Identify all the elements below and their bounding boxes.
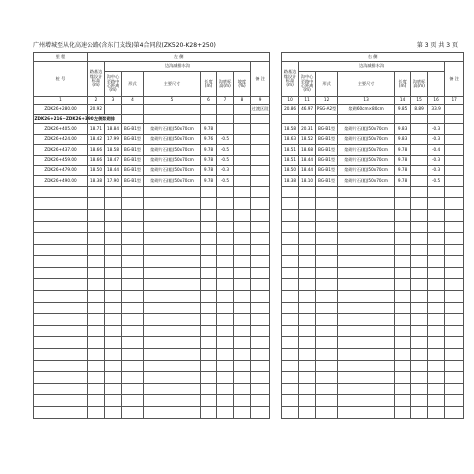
slope-cell <box>234 134 251 144</box>
slope-header: 坡度(%) <box>234 72 251 97</box>
offset-cell: 18.58 <box>105 145 122 155</box>
remark-cell <box>445 165 464 175</box>
type-cell: PSG-A2型 <box>316 105 338 115</box>
size-cell: 浆砌片石(粗)50x70cm <box>338 145 395 155</box>
col-number: 13 <box>338 97 395 105</box>
offset-cell: 18.47 <box>105 155 122 165</box>
empty-row <box>34 314 464 326</box>
remark-cell <box>251 155 270 165</box>
table-row <box>34 145 464 155</box>
station-header: 桩 号 <box>34 62 88 97</box>
design-elev-header: 路基边缘设计标高(m) <box>88 62 105 97</box>
design-elev-cell: 18.63 <box>282 134 299 144</box>
offset-cell: 18.10 <box>299 176 316 186</box>
offset-cell: 20.31 <box>299 124 316 134</box>
type-header: 形式 <box>122 72 144 97</box>
offset-cell: 46.97 <box>299 105 316 115</box>
remark-cell: 过渡区段 <box>251 105 270 115</box>
empty-row <box>34 325 464 337</box>
table-row <box>34 155 464 165</box>
station-cell: ZDK26+479.00 <box>34 165 88 175</box>
station-cell: ZDK26+405.00 <box>34 124 88 134</box>
empty-row <box>34 221 464 233</box>
slope-cell: -0.3 <box>428 165 445 175</box>
size-cell: 浆砌片石(粗)50x70cm <box>338 124 395 134</box>
size-cell: 浆砌片石(粗)50x70cm <box>144 145 201 155</box>
table-row <box>34 176 464 186</box>
corner-label: 里 程 <box>34 53 88 62</box>
remark-header-right: 备 注 <box>445 62 464 97</box>
col-number: 11 <box>299 97 316 105</box>
length-cell: 9.83 <box>395 134 411 144</box>
bottom-elev-cell: 8.89 <box>411 105 428 115</box>
slope-cell <box>234 165 251 175</box>
col-number: 6 <box>201 97 217 105</box>
bottom-elev-cell <box>217 124 234 134</box>
size-cell: 浆砌片石(粗)50x70cm <box>338 165 395 175</box>
size-cell: 浆砌片石(粗)50x70cm <box>338 155 395 165</box>
remark-cell <box>251 176 270 186</box>
length-cell: 9.83 <box>395 124 411 134</box>
empty-row <box>34 349 464 361</box>
length-cell: 9.78 <box>395 165 411 175</box>
remark-cell <box>445 176 464 186</box>
size-header-right: 主要尺寸 <box>338 72 395 97</box>
ditch-group-header-right: 边沟减排水沟 <box>299 62 445 72</box>
length-cell: 9.78 <box>201 165 217 175</box>
design-elev-cell: 18.38 <box>282 176 299 186</box>
bottom-elev-cell: -0.5 <box>217 134 234 144</box>
type-cell: BG-B1型 <box>316 176 338 186</box>
remark-header-left: 备 注 <box>251 62 270 97</box>
offset-cell: 18.44 <box>299 165 316 175</box>
col-number: 1 <box>34 97 88 105</box>
size-cell: 浆砌片石(粗)50x70cm <box>144 155 201 165</box>
empty-row <box>34 372 464 384</box>
col-number: 17 <box>445 97 464 105</box>
slope-cell: -0.4 <box>428 145 445 155</box>
design-elev-cell: 18.51 <box>282 145 299 155</box>
empty-row <box>34 407 464 419</box>
station-cell: ZDK26+490.00 <box>34 176 88 186</box>
slope-cell <box>234 176 251 186</box>
empty-row <box>34 395 464 407</box>
sheet-title: 广州增城至从化高速公路(含东门支线)第4合同段(ZK520-K28+250) <box>33 42 216 49</box>
design-elev-cell: 18.58 <box>282 124 299 134</box>
size-cell: 浆砌60cm×80cm <box>338 105 395 115</box>
col-number: 9 <box>251 97 270 105</box>
col-number: 12 <box>316 97 338 105</box>
table-row <box>34 105 464 115</box>
design-elev-cell: 20.92 <box>88 105 105 115</box>
remark-cell <box>445 124 464 134</box>
slope-cell: -0.3 <box>428 155 445 165</box>
size-cell: 浆砌片石(粗)50x70cm <box>144 124 201 134</box>
offset-header-right: 沟中心至路中心距离(m) <box>299 72 316 97</box>
col-number: 7 <box>217 97 234 105</box>
empty-row <box>34 198 464 210</box>
length-cell: 9.78 <box>395 155 411 165</box>
length-header: 长度(m) <box>201 72 217 97</box>
offset-cell: 18.84 <box>105 124 122 134</box>
offset-cell: 17.90 <box>105 176 122 186</box>
segment-row <box>34 115 464 124</box>
size-header: 主要尺寸 <box>144 72 201 97</box>
segment-range: ZDK26+216~ZDK26+390 <box>34 115 88 124</box>
col-number: 2 <box>88 97 105 105</box>
station-cell: ZDK26+280.00 <box>34 105 88 115</box>
design-elev-header-right: 路基边缘设计标高(m) <box>282 62 299 97</box>
offset-cell: 18.52 <box>299 134 316 144</box>
ditch-group-header-left: 边沟减排水沟 <box>105 62 251 72</box>
size-cell: 浆砌片石(粗)50x70cm <box>144 134 201 144</box>
drainage-table <box>33 52 464 419</box>
col-number: 8 <box>234 97 251 105</box>
design-elev-cell: 20.86 <box>282 105 299 115</box>
length-cell: 9.85 <box>395 105 411 115</box>
bottom-elev-cell: -0.5 <box>217 155 234 165</box>
bottom-elev-cell: -0.5 <box>217 145 234 155</box>
empty-row <box>34 256 464 268</box>
col-number: 10 <box>282 97 299 105</box>
length-cell: 9.78 <box>201 155 217 165</box>
type-cell: BG-B1型 <box>122 155 144 165</box>
table-row <box>34 165 464 175</box>
col-number: 16 <box>428 97 445 105</box>
empty-row <box>34 233 464 245</box>
segment-note: 左侧浆砌排 <box>88 115 122 124</box>
right-side-header: 右 侧 <box>282 53 464 62</box>
col-number: 4 <box>122 97 144 105</box>
table-row <box>34 134 464 144</box>
empty-row <box>34 291 464 303</box>
slope-cell <box>234 124 251 134</box>
remark-cell <box>251 145 270 155</box>
type-header-right: 形式 <box>316 72 338 97</box>
bottom-elev-cell <box>411 155 428 165</box>
empty-row <box>34 244 464 256</box>
design-elev-cell: 18.66 <box>88 145 105 155</box>
slope-cell: -0.3 <box>428 124 445 134</box>
offset-cell: 18.44 <box>299 155 316 165</box>
design-elev-cell: 18.50 <box>88 165 105 175</box>
design-elev-cell: 18.50 <box>282 165 299 175</box>
bottom-elev-header-right: 沟底标高(m) <box>411 72 428 97</box>
empty-row <box>34 279 464 291</box>
slope-cell: -0.5 <box>428 176 445 186</box>
bottom-elev-cell <box>411 145 428 155</box>
type-cell: BG-B1型 <box>316 134 338 144</box>
remark-cell <box>251 165 270 175</box>
slope-cell: -0.3 <box>428 134 445 144</box>
size-cell: 浆砌片石(粗)50x70cm <box>338 134 395 144</box>
size-cell: 浆砌片石(粗)50x70cm <box>338 176 395 186</box>
col-number: 14 <box>395 97 411 105</box>
remark-cell <box>445 134 464 144</box>
empty-row <box>34 360 464 372</box>
empty-row <box>34 267 464 279</box>
design-elev-cell: 18.71 <box>88 124 105 134</box>
empty-row <box>34 186 464 198</box>
station-cell: ZDK26+437.00 <box>34 145 88 155</box>
remark-cell <box>445 145 464 155</box>
empty-row <box>34 209 464 221</box>
empty-row <box>34 383 464 395</box>
remark-cell <box>445 155 464 165</box>
length-cell: 9.78 <box>201 124 217 134</box>
type-cell: BG-B1型 <box>122 134 144 144</box>
slope-cell: 33.9 <box>428 105 445 115</box>
length-cell: 9.78 <box>395 145 411 155</box>
bottom-elev-header: 沟底标高(m) <box>217 72 234 97</box>
bottom-elev-cell: -0.5 <box>217 176 234 186</box>
slope-cell <box>234 145 251 155</box>
length-cell: 9.78 <box>201 176 217 186</box>
remark-cell <box>251 124 270 134</box>
type-cell: BG-B1型 <box>122 176 144 186</box>
size-cell: 浆砌片石(粗)50x70cm <box>144 165 201 175</box>
station-cell: ZDK26+424.00 <box>34 134 88 144</box>
type-cell: BG-B1型 <box>122 124 144 134</box>
empty-row <box>34 302 464 314</box>
slope-cell <box>234 155 251 165</box>
col-number: 3 <box>105 97 122 105</box>
offset-cell: 18.44 <box>105 165 122 175</box>
type-cell: BG-B1型 <box>122 145 144 155</box>
offset-header: 沟中心至路中心距离(m) <box>105 72 122 97</box>
left-side-header: 左 侧 <box>88 53 270 62</box>
offset-cell: 17.99 <box>105 134 122 144</box>
length-header-right: 长度(m) <box>395 72 411 97</box>
length-cell: 9.78 <box>201 145 217 155</box>
type-cell: BG-B1型 <box>316 145 338 155</box>
empty-row <box>34 337 464 349</box>
length-cell: 9.78 <box>395 176 411 186</box>
type-cell: BG-B1型 <box>122 165 144 175</box>
offset-cell: 18.68 <box>299 145 316 155</box>
type-cell: BG-B1型 <box>316 165 338 175</box>
col-number: 5 <box>144 97 201 105</box>
design-elev-cell: 18.66 <box>88 155 105 165</box>
length-cell: 9.76 <box>201 134 217 144</box>
page-number: 第 3 页 共 3 页 <box>416 42 458 49</box>
design-elev-cell: 18.38 <box>88 176 105 186</box>
size-cell: 浆砌片石(粗)50x70cm <box>144 176 201 186</box>
col-number: 15 <box>411 97 428 105</box>
design-elev-cell: 18.51 <box>282 155 299 165</box>
table-row <box>34 124 464 134</box>
bottom-elev-cell <box>411 176 428 186</box>
design-elev-cell: 18.42 <box>88 134 105 144</box>
type-cell: BG-B1型 <box>316 155 338 165</box>
bottom-elev-cell <box>411 165 428 175</box>
remark-cell <box>251 134 270 144</box>
bottom-elev-cell <box>411 124 428 134</box>
bottom-elev-cell <box>411 134 428 144</box>
type-cell: BG-B1型 <box>316 124 338 134</box>
bottom-elev-cell: -0.3 <box>217 165 234 175</box>
station-cell: ZDK26+459.00 <box>34 155 88 165</box>
